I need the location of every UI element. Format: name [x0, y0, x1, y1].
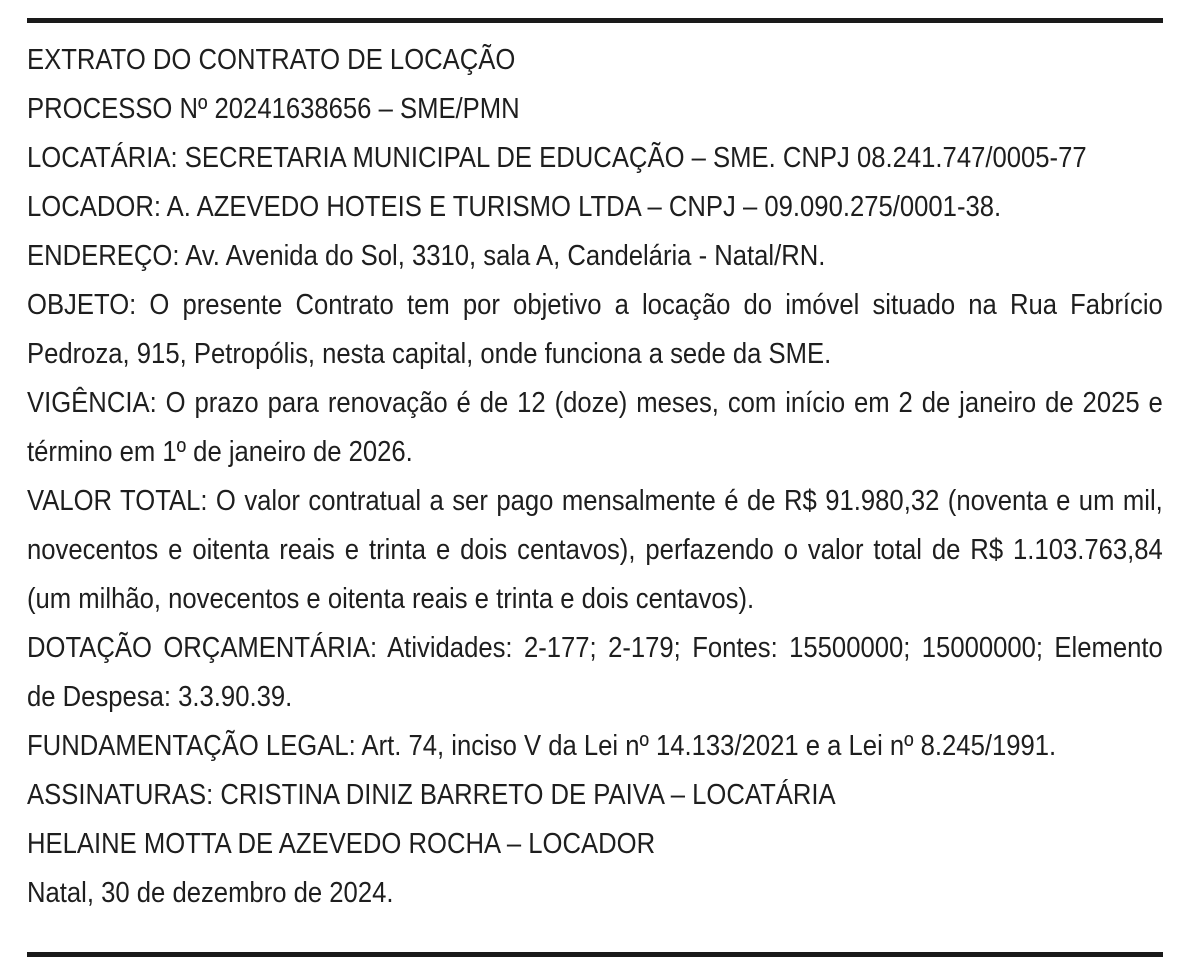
- landlord-signature-line: HELAINE MOTTA DE AZEVEDO ROCHA – LOCADOR: [27, 828, 656, 860]
- legal-basis-line: FUNDAMENTAÇÃO LEGAL: Art. 74, inciso V da Lei nº 14.133/2021 e a Lei nº 8.245/1991.: [27, 730, 1057, 762]
- bottom-rule: [27, 952, 1163, 957]
- signatures-line: ASSINATURAS: CRISTINA DINIZ BARRETO DE PAIVA – LOCATÁRIA: [27, 779, 836, 811]
- extract-title: EXTRATO DO CONTRATO DE LOCAÇÃO: [27, 44, 516, 76]
- process-number: PROCESSO Nº 20241638656 – SME/PMN: [27, 93, 520, 125]
- contract-extract: [27, 36, 1163, 918]
- top-rule: [27, 18, 1163, 23]
- landlord-line: LOCADOR: A. AZEVEDO HOTEIS E TURISMO LTDA – CNPJ – 09.090.275/0001-38.: [27, 191, 1002, 223]
- object-paragraph: OBJETO: O presente Contrato tem por objetivo a locação do imóvel situado na Rua Fabrício Pedroza, 915, Petropólis, nesta capital, onde funciona a sede da SME.: [27, 289, 1163, 370]
- address-line: ENDEREÇO: Av. Avenida do Sol, 3310, sala A, Candelária - Natal/RN.: [27, 240, 826, 272]
- tenant-line: LOCATÁRIA: SECRETARIA MUNICIPAL DE EDUCAÇÃO – SME. CNPJ 08.241.747/0005-77: [27, 142, 1087, 174]
- validity-paragraph: VIGÊNCIA: O prazo para renovação é de 12 (doze) meses, com início em 2 de janeiro de 2025 e término em 1º de janeiro de 2026.: [27, 387, 1163, 468]
- place-date-line: Natal, 30 de dezembro de 2024.: [27, 877, 394, 909]
- budget-allocation-paragraph: DOTAÇÃO ORÇAMENTÁRIA: Atividades: 2-177; 2-179; Fontes: 15500000; 15000000; Elemento de Despesa: 3.3.90.39.: [27, 632, 1163, 713]
- total-value-paragraph: VALOR TOTAL: O valor contratual a ser pago mensalmente é de R$ 91.980,32 (noventa e um mil, novecentos e oitenta reais e trinta e dois centavos), perfazendo o valor total de R$ 1.103.763,84 (um milhão, novecentos e oitenta reais e trinta e dois centavos).: [27, 485, 1163, 615]
